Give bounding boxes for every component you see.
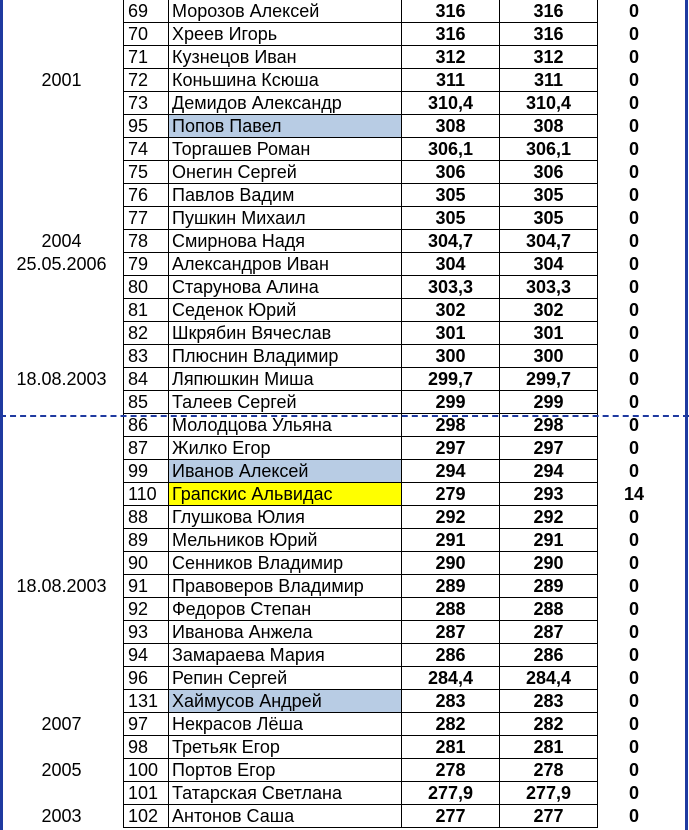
name-cell[interactable]: Александров Иван: [169, 253, 402, 276]
date-cell[interactable]: 2007: [41, 714, 82, 734]
table-row: [0, 207, 670, 230]
score-b-cell[interactable]: 304: [500, 253, 598, 276]
number-cell[interactable]: 84: [124, 368, 169, 391]
date-cell[interactable]: [0, 299, 124, 322]
name-cell[interactable]: Репин Сергей: [169, 667, 402, 690]
table-row: [0, 69, 670, 92]
score-a-cell[interactable]: 299: [402, 391, 500, 414]
name-cell[interactable]: Демидов Александр: [169, 92, 402, 115]
score-a-cell[interactable]: 311: [402, 69, 500, 92]
date-cell[interactable]: 2004: [41, 231, 82, 251]
table-row: [0, 138, 670, 161]
number-cell[interactable]: 81: [124, 299, 169, 322]
number-cell[interactable]: 89: [124, 529, 169, 552]
table-row: [0, 437, 670, 460]
score-b-cell[interactable]: 294: [500, 460, 598, 483]
name-cell[interactable]: Седенок Юрий: [169, 299, 402, 322]
number-cell[interactable]: 70: [124, 23, 169, 46]
table-row: [0, 23, 670, 46]
table-row: [0, 736, 670, 759]
score-b-cell[interactable]: 299: [500, 391, 598, 414]
score-a-cell[interactable]: 292: [402, 506, 500, 529]
score-a-cell[interactable]: 305: [402, 207, 500, 230]
score-a-cell[interactable]: 288: [402, 598, 500, 621]
number-cell[interactable]: 69: [124, 0, 169, 23]
table-row: [0, 460, 670, 483]
name-cell[interactable]: Морозов Алексей: [169, 0, 402, 23]
date-cell[interactable]: [0, 115, 124, 138]
date-cell[interactable]: [0, 391, 124, 414]
score-b-cell[interactable]: 304,7: [500, 230, 598, 253]
table-row: [0, 92, 670, 115]
score-b-cell[interactable]: 288: [500, 598, 598, 621]
name-cell[interactable]: Жилко Егор: [169, 437, 402, 460]
score-a-cell[interactable]: 282: [402, 713, 500, 736]
score-b-cell[interactable]: 278: [500, 759, 598, 782]
name-cell[interactable]: Татарская Светлана: [169, 782, 402, 805]
table-row: [0, 667, 670, 690]
diff-cell[interactable]: 0: [628, 645, 639, 665]
date-cell[interactable]: 2001: [41, 70, 82, 90]
score-b-cell[interactable]: 277: [500, 805, 598, 828]
page-border-right: [685, 0, 688, 830]
table-row: [0, 46, 670, 69]
table-row: [0, 529, 670, 552]
date-cell[interactable]: [0, 529, 124, 552]
number-cell[interactable]: 85: [124, 391, 169, 414]
score-a-cell[interactable]: 294: [402, 460, 500, 483]
score-b-cell[interactable]: 316: [500, 23, 598, 46]
number-cell[interactable]: 110: [124, 483, 169, 506]
name-cell[interactable]: Иванов Алексей: [169, 460, 402, 483]
diff-cell[interactable]: 0: [628, 622, 639, 642]
score-b-cell[interactable]: 284,4: [500, 667, 598, 690]
number-cell[interactable]: 71: [124, 46, 169, 69]
date-cell[interactable]: [0, 437, 124, 460]
name-cell[interactable]: Некрасов Лёша: [169, 713, 402, 736]
diff-cell[interactable]: 0: [628, 691, 639, 711]
table-row: [0, 759, 670, 782]
score-a-cell[interactable]: 291: [402, 529, 500, 552]
date-cell[interactable]: [0, 782, 124, 805]
number-cell[interactable]: 86: [124, 414, 169, 437]
number-cell[interactable]: 88: [124, 506, 169, 529]
diff-cell[interactable]: 0: [628, 1, 639, 22]
name-cell[interactable]: Хреев Игорь: [169, 23, 402, 46]
number-cell[interactable]: 78: [124, 230, 169, 253]
table-row: [0, 621, 670, 644]
name-cell[interactable]: Антонов Саша: [169, 805, 402, 828]
score-b-cell[interactable]: 306: [500, 161, 598, 184]
name-cell[interactable]: Третьяк Егор: [169, 736, 402, 759]
date-cell[interactable]: [0, 161, 124, 184]
score-b-cell[interactable]: 282: [500, 713, 598, 736]
score-b-cell[interactable]: 303,3: [500, 276, 598, 299]
name-cell[interactable]: Павлов Вадим: [169, 184, 402, 207]
score-b-cell[interactable]: 289: [500, 575, 598, 598]
number-cell[interactable]: 83: [124, 345, 169, 368]
score-b-cell[interactable]: 292: [500, 506, 598, 529]
table-row: [0, 368, 670, 391]
score-b-cell[interactable]: 298: [500, 414, 598, 437]
score-b-cell[interactable]: 277,9: [500, 782, 598, 805]
date-cell[interactable]: 18.08.2003: [16, 369, 107, 389]
score-b-cell[interactable]: 290: [500, 552, 598, 575]
date-cell[interactable]: [0, 0, 124, 23]
table-row: [0, 782, 670, 805]
number-cell[interactable]: 93: [124, 621, 169, 644]
diff-cell[interactable]: 0: [628, 300, 639, 320]
date-cell[interactable]: 18.08.2003: [16, 576, 107, 596]
score-a-cell[interactable]: 298: [402, 414, 500, 437]
number-cell[interactable]: 101: [124, 782, 169, 805]
table-row: [0, 805, 670, 828]
diff-cell[interactable]: 0: [628, 346, 639, 366]
score-a-cell[interactable]: 316: [402, 0, 500, 23]
score-b-cell[interactable]: 305: [500, 184, 598, 207]
diff-cell[interactable]: 0: [628, 70, 639, 90]
score-b-cell[interactable]: 305: [500, 207, 598, 230]
name-cell[interactable]: Смирнова Надя: [169, 230, 402, 253]
date-cell[interactable]: [0, 23, 124, 46]
name-cell[interactable]: Коньшина Ксюша: [169, 69, 402, 92]
diff-cell[interactable]: 0: [628, 415, 639, 435]
table-row: [0, 253, 670, 276]
number-cell[interactable]: 80: [124, 276, 169, 299]
diff-cell[interactable]: 0: [628, 783, 639, 803]
number-cell[interactable]: 72: [124, 69, 169, 92]
date-cell[interactable]: [0, 736, 124, 759]
table-row: [0, 184, 670, 207]
date-cell[interactable]: [0, 207, 124, 230]
score-b-cell[interactable]: 300: [500, 345, 598, 368]
name-cell[interactable]: Портов Егор: [169, 759, 402, 782]
score-a-cell[interactable]: 281: [402, 736, 500, 759]
diff-cell[interactable]: 0: [628, 323, 639, 343]
number-cell[interactable]: 91: [124, 575, 169, 598]
score-a-cell[interactable]: 300: [402, 345, 500, 368]
date-cell[interactable]: [0, 92, 124, 115]
number-cell[interactable]: 98: [124, 736, 169, 759]
name-cell[interactable]: Старунова Алина: [169, 276, 402, 299]
diff-cell[interactable]: 0: [628, 438, 639, 458]
number-cell[interactable]: 75: [124, 161, 169, 184]
diff-cell[interactable]: 0: [628, 231, 639, 251]
table-row: [0, 230, 670, 253]
diff-cell[interactable]: 0: [628, 737, 639, 757]
table-row: [0, 299, 670, 322]
number-cell[interactable]: 92: [124, 598, 169, 621]
score-a-cell[interactable]: 304: [402, 253, 500, 276]
score-a-cell[interactable]: 284,4: [402, 667, 500, 690]
number-cell[interactable]: 82: [124, 322, 169, 345]
date-cell[interactable]: [0, 184, 124, 207]
number-cell[interactable]: 90: [124, 552, 169, 575]
name-cell[interactable]: Хаймусов Андрей: [169, 690, 402, 713]
number-cell[interactable]: 96: [124, 667, 169, 690]
date-cell[interactable]: 2005: [41, 760, 82, 780]
score-a-cell[interactable]: 306,1: [402, 138, 500, 161]
score-a-cell[interactable]: 279: [402, 483, 500, 506]
name-cell[interactable]: Шкрябин Вячеслав: [169, 322, 402, 345]
name-cell[interactable]: Мельников Юрий: [169, 529, 402, 552]
table-row: [0, 598, 670, 621]
score-a-cell[interactable]: 302: [402, 299, 500, 322]
table-row: [0, 690, 670, 713]
name-cell[interactable]: Молодцова Ульяна: [169, 414, 402, 437]
date-cell[interactable]: [0, 46, 124, 69]
score-b-cell[interactable]: 306,1: [500, 138, 598, 161]
table-row: [0, 0, 670, 23]
score-a-cell[interactable]: 305: [402, 184, 500, 207]
score-b-cell[interactable]: 281: [500, 736, 598, 759]
score-a-cell[interactable]: 297: [402, 437, 500, 460]
score-a-cell[interactable]: 287: [402, 621, 500, 644]
name-cell[interactable]: Грапскис Альвидас: [169, 483, 402, 506]
diff-cell[interactable]: 0: [628, 116, 639, 136]
score-a-cell[interactable]: 290: [402, 552, 500, 575]
score-a-cell[interactable]: 303,3: [402, 276, 500, 299]
diff-cell[interactable]: 0: [628, 185, 639, 205]
date-cell[interactable]: [0, 506, 124, 529]
date-cell[interactable]: [0, 460, 124, 483]
table-row: [0, 552, 670, 575]
name-cell[interactable]: Попов Павел: [169, 115, 402, 138]
table-row: [0, 322, 670, 345]
number-cell[interactable]: 74: [124, 138, 169, 161]
date-cell[interactable]: [0, 276, 124, 299]
diff-cell[interactable]: 0: [628, 139, 639, 159]
table-row: [0, 276, 670, 299]
diff-cell[interactable]: 0: [628, 461, 639, 481]
score-b-cell[interactable]: 312: [500, 46, 598, 69]
table-row: [0, 713, 670, 736]
score-b-cell[interactable]: 311: [500, 69, 598, 92]
date-cell[interactable]: [0, 483, 124, 506]
name-cell[interactable]: Ляпюшкин Миша: [169, 368, 402, 391]
date-cell[interactable]: [0, 322, 124, 345]
diff-cell[interactable]: 0: [628, 392, 639, 412]
score-a-cell[interactable]: 306: [402, 161, 500, 184]
table-row: [0, 414, 670, 437]
name-cell[interactable]: Онегин Сергей: [169, 161, 402, 184]
date-cell[interactable]: [0, 667, 124, 690]
number-cell[interactable]: 87: [124, 437, 169, 460]
date-cell[interactable]: [0, 621, 124, 644]
date-cell[interactable]: [0, 138, 124, 161]
date-cell[interactable]: [0, 552, 124, 575]
score-a-cell[interactable]: 283: [402, 690, 500, 713]
diff-cell[interactable]: 0: [628, 714, 639, 734]
diff-cell[interactable]: 0: [628, 668, 639, 688]
diff-cell[interactable]: 14: [623, 484, 645, 504]
table-row: [0, 161, 670, 184]
diff-cell[interactable]: 0: [628, 47, 639, 67]
score-a-cell[interactable]: 308: [402, 115, 500, 138]
score-a-cell[interactable]: 312: [402, 46, 500, 69]
score-b-cell[interactable]: 283: [500, 690, 598, 713]
table-row: [0, 644, 670, 667]
score-a-cell[interactable]: 299,7: [402, 368, 500, 391]
score-a-cell[interactable]: 286: [402, 644, 500, 667]
diff-cell[interactable]: 0: [628, 530, 639, 550]
date-cell[interactable]: 2003: [41, 806, 82, 826]
date-cell[interactable]: [0, 414, 124, 437]
score-b-cell[interactable]: 302: [500, 299, 598, 322]
score-b-cell[interactable]: 293: [500, 483, 598, 506]
name-cell[interactable]: Плюснин Владимир: [169, 345, 402, 368]
diff-cell[interactable]: 0: [628, 806, 639, 826]
diff-cell[interactable]: 0: [628, 254, 639, 274]
diff-cell[interactable]: 0: [628, 576, 639, 596]
number-cell[interactable]: 95: [124, 115, 169, 138]
number-cell[interactable]: 131: [124, 690, 169, 713]
date-cell[interactable]: [0, 690, 124, 713]
table-row: [0, 506, 670, 529]
number-cell[interactable]: 99: [124, 460, 169, 483]
date-cell[interactable]: 25.05.2006: [16, 254, 107, 274]
score-b-cell[interactable]: 291: [500, 529, 598, 552]
page-break-line: [0, 415, 689, 417]
name-cell[interactable]: Талеев Сергей: [169, 391, 402, 414]
name-cell[interactable]: Глушкова Юлия: [169, 506, 402, 529]
page-border-left: [0, 0, 3, 830]
diff-cell[interactable]: 0: [628, 277, 639, 297]
table-row: [0, 345, 670, 368]
score-a-cell[interactable]: 304,7: [402, 230, 500, 253]
diff-cell[interactable]: 0: [628, 507, 639, 527]
score-a-cell[interactable]: 278: [402, 759, 500, 782]
score-b-cell[interactable]: 297: [500, 437, 598, 460]
diff-cell[interactable]: 0: [628, 760, 639, 780]
diff-cell[interactable]: 0: [628, 24, 639, 44]
date-cell[interactable]: [0, 644, 124, 667]
name-cell[interactable]: Федоров Степан: [169, 598, 402, 621]
score-b-cell[interactable]: 299,7: [500, 368, 598, 391]
number-cell[interactable]: 77: [124, 207, 169, 230]
table-row: [0, 391, 670, 414]
number-cell[interactable]: 94: [124, 644, 169, 667]
number-cell[interactable]: 97: [124, 713, 169, 736]
name-cell[interactable]: Иванова Анжела: [169, 621, 402, 644]
name-cell[interactable]: Кузнецов Иван: [169, 46, 402, 69]
table-row: [0, 115, 670, 138]
name-cell[interactable]: Замараева Мария: [169, 644, 402, 667]
table-row: [0, 575, 670, 598]
number-cell[interactable]: 76: [124, 184, 169, 207]
score-a-cell[interactable]: 277,9: [402, 782, 500, 805]
diff-cell[interactable]: 0: [628, 369, 639, 389]
date-cell[interactable]: [0, 345, 124, 368]
score-a-cell[interactable]: 277: [402, 805, 500, 828]
number-cell[interactable]: 79: [124, 253, 169, 276]
diff-cell[interactable]: 0: [628, 162, 639, 182]
diff-cell[interactable]: 0: [628, 208, 639, 228]
number-cell[interactable]: 100: [124, 759, 169, 782]
score-a-cell[interactable]: 316: [402, 23, 500, 46]
score-b-cell[interactable]: 316: [500, 0, 598, 23]
date-cell[interactable]: [0, 598, 124, 621]
score-a-cell[interactable]: 301: [402, 322, 500, 345]
diff-cell[interactable]: 0: [628, 93, 639, 113]
name-cell[interactable]: Сенников Владимир: [169, 552, 402, 575]
name-cell[interactable]: Правоверов Владимир: [169, 575, 402, 598]
score-a-cell[interactable]: 289: [402, 575, 500, 598]
number-cell[interactable]: 73: [124, 92, 169, 115]
name-cell[interactable]: Пушкин Михаил: [169, 207, 402, 230]
score-b-cell[interactable]: 287: [500, 621, 598, 644]
score-a-cell[interactable]: 310,4: [402, 92, 500, 115]
score-b-cell[interactable]: 286: [500, 644, 598, 667]
score-b-cell[interactable]: 301: [500, 322, 598, 345]
diff-cell[interactable]: 0: [628, 553, 639, 573]
score-b-cell[interactable]: 308: [500, 115, 598, 138]
table-row: [0, 483, 670, 506]
name-cell[interactable]: Торгашев Роман: [169, 138, 402, 161]
diff-cell[interactable]: 0: [628, 599, 639, 619]
number-cell[interactable]: 102: [124, 805, 169, 828]
score-b-cell[interactable]: 310,4: [500, 92, 598, 115]
